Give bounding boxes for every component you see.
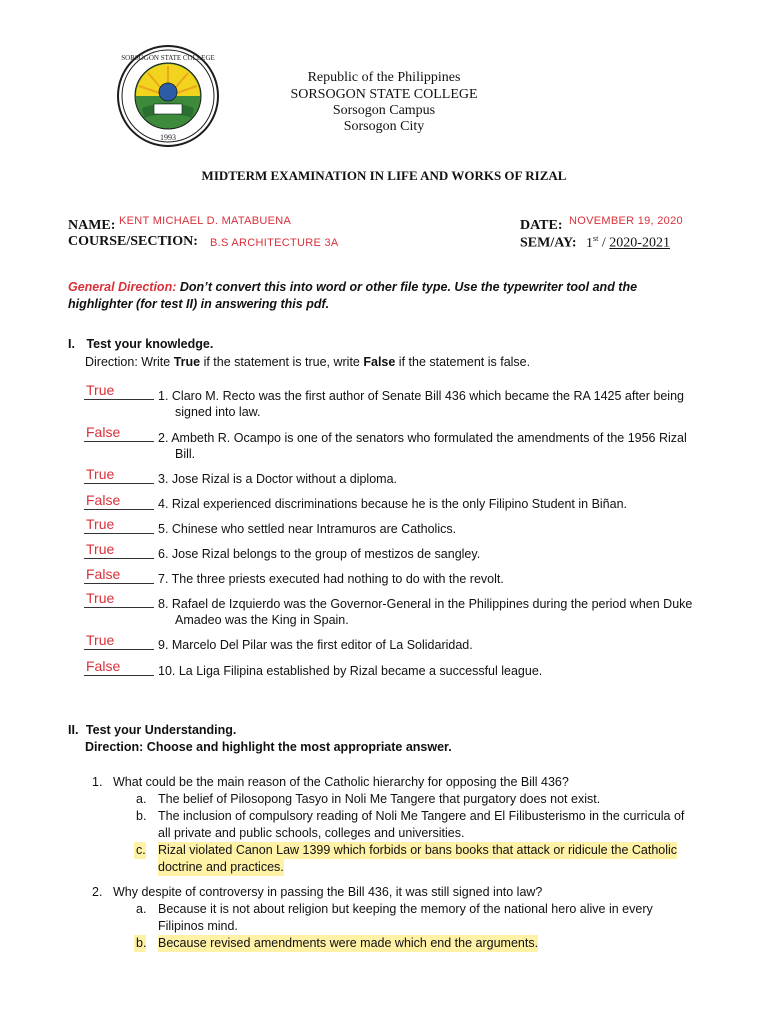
answer-blank: [84, 509, 154, 510]
test2-number: II.: [68, 723, 79, 737]
academic-year: 2020-2021: [609, 235, 670, 251]
answer-blank: [84, 483, 154, 484]
answer-6[interactable]: True: [86, 541, 115, 557]
q1-choice-a[interactable]: The belief of Pilosopong Tasyo in Noli Me Tangere that purgatory does not exist.: [158, 792, 601, 806]
test1-number: I.: [68, 337, 75, 351]
direction-true: True: [173, 355, 201, 369]
item-text-cont: signed into law.: [175, 405, 261, 419]
item-text: 1. Claro M. Recto was the first author of Senate Bill 436 which became the RA 1425 after being: [158, 389, 684, 403]
question-number: 2.: [92, 885, 103, 899]
q1-choice-b[interactable]: The inclusion of compulsory reading of Noli Me Tangere and El Filibusterismo in the curricula of: [158, 809, 685, 823]
answer-2[interactable]: False: [86, 424, 121, 440]
direction-text: Direction: Write: [85, 355, 174, 369]
choice-letter: a.: [136, 902, 147, 916]
name-label: NAME:: [68, 218, 116, 233]
name-value[interactable]: KENT MICHAEL D. MATABUENA: [119, 215, 292, 227]
q1-choice-c-highlighted[interactable]: Rizal violated Canon Law 1399 which forbids or bans books that attack or ridicule the Catholic: [158, 843, 678, 857]
answer-9[interactable]: True: [86, 632, 115, 648]
q2-choice-a-cont[interactable]: Filipinos mind.: [158, 919, 238, 933]
header-campus: Sorsogon Campus: [332, 103, 436, 118]
header-college: SORSOGON STATE COLLEGE: [290, 87, 478, 102]
q2-choice-b-highlighted[interactable]: Because revised amendments were made which end the arguments.: [158, 936, 539, 950]
item-text: 3. Jose Rizal is a Doctor without a diploma.: [158, 472, 397, 486]
question-number: 1.: [92, 775, 103, 789]
direction-text: if the statement is true, write: [200, 355, 364, 369]
seal-year: 1993: [160, 133, 176, 142]
test2-direction: Direction: Choose and highlight the most appropriate answer.: [85, 740, 452, 754]
test1-heading: [68, 337, 213, 351]
course-label: COURSE/SECTION:: [68, 234, 198, 249]
date-value[interactable]: NOVEMBER 19, 2020: [569, 215, 683, 227]
general-direction: [68, 279, 688, 313]
date-label: DATE:: [520, 218, 563, 233]
answer-10[interactable]: False: [86, 658, 121, 674]
item-text: 2. Ambeth R. Ocampo is one of the senators who formulated the amendments of the 1956 Rizal: [158, 431, 687, 445]
answer-blank: [84, 583, 154, 584]
answer-blank: [84, 441, 154, 442]
sem-suffix: st: [593, 234, 599, 243]
item-text: 5. Chinese who settled near Intramuros are Catholics.: [158, 522, 457, 536]
direction-text: if the statement is false.: [395, 355, 531, 369]
item-text: 6. Jose Rizal belongs to the group of mestizos de sangley.: [158, 547, 481, 561]
answer-5[interactable]: True: [86, 516, 115, 532]
answer-blank: [84, 399, 154, 400]
seal-text: SORSOGON STATE COLLEGE: [121, 54, 215, 62]
choice-letter: c.: [136, 843, 146, 857]
q2-choice-a[interactable]: Because it is not about religion but keeping the memory of the national hero alive in every: [158, 902, 653, 916]
sem-label: SEM/AY:: [520, 235, 577, 251]
general-direction-label: General Direction:: [68, 280, 177, 294]
item-text: 9. Marcelo Del Pilar was the first editor of La Solidaridad.: [158, 638, 473, 652]
answer-3[interactable]: True: [86, 466, 115, 482]
test1-title: Test your knowledge.: [86, 337, 214, 351]
sem-row: [520, 234, 670, 252]
answer-1[interactable]: True: [86, 382, 115, 398]
item-text-cont: Amadeo was the King in Spain.: [175, 613, 349, 627]
test2-title: Test your Understanding.: [85, 723, 237, 737]
sem-number: 1: [586, 235, 594, 251]
item-text: 7. The three priests executed had nothing to do with the revolt.: [158, 572, 504, 586]
choice-letter: b.: [136, 809, 147, 823]
answer-8[interactable]: True: [86, 590, 115, 606]
answer-blank: [84, 675, 154, 676]
test1-direction: [85, 354, 530, 371]
item-text: 10. La Liga Filipina established by Rizal became a successful league.: [158, 664, 543, 678]
header-city: Sorsogon City: [343, 119, 425, 134]
item-text: 8. Rafael de Izquierdo was the Governor-General in the Philippines during the period when Duke: [158, 597, 693, 611]
answer-7[interactable]: False: [86, 566, 121, 582]
answer-4[interactable]: False: [86, 492, 121, 508]
q1-choice-c-highlighted-cont[interactable]: doctrine and practices.: [158, 860, 284, 874]
answer-blank: [84, 607, 154, 608]
question-2-text: Why despite of controversy in passing the Bill 436, it was still signed into law?: [113, 885, 543, 899]
test2-heading: [68, 723, 236, 737]
question-1-text: What could be the main reason of the Catholic hierarchy for opposing the Bill 436?: [113, 775, 569, 789]
answer-blank: [84, 533, 154, 534]
sem-separator: /: [598, 235, 610, 251]
course-value[interactable]: B.S ARCHITECTURE 3A: [210, 237, 339, 249]
general-direction-text: Don’t convert this into word or other file type. Use the typewriter tool and the highlighter (for test II) in answering this pdf.: [68, 280, 638, 311]
exam-title: MIDTERM EXAMINATION IN LIFE AND WORKS OF RIZAL: [201, 168, 567, 183]
direction-false: False: [363, 355, 396, 369]
item-text: 4. Rizal experienced discriminations because he is the only Filipino Student in Biñan.: [158, 497, 628, 511]
item-text-cont: Bill.: [175, 447, 196, 461]
choice-letter: b.: [136, 936, 147, 950]
q1-choice-b-cont[interactable]: all private and public schools, colleges and universities.: [158, 826, 465, 840]
header-republic: Republic of the Philippines: [307, 70, 461, 85]
choice-letter: a.: [136, 792, 147, 806]
answer-blank: [84, 649, 154, 650]
answer-blank: [84, 558, 154, 559]
